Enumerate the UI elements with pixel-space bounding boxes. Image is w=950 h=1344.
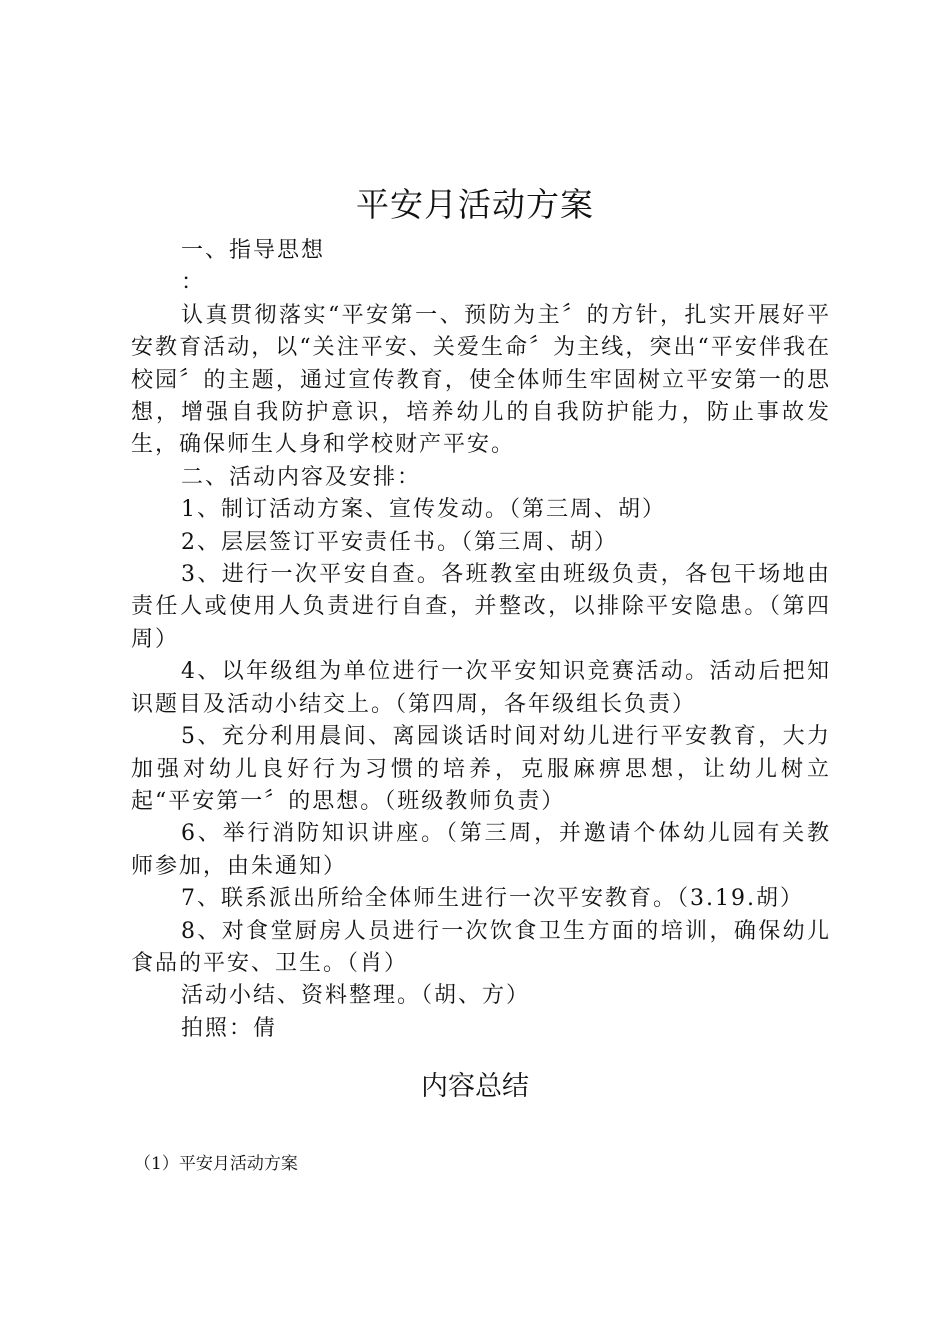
section-heading-guiding-thought: 一、指导思想 [181,238,326,263]
list-item: 8、对食堂厨房人员进行一次饮食卫生方面的培训，确保幼儿食品的平安、卫生。（肖） [131,918,831,976]
list-item: 3、进行一次平安自查。各班教室由班级负责，各包干场地由责任人或使用人负责进行自查，并整改，以排除平安隐患。（第四周） [131,562,831,652]
list-item: 4、以年级组为单位进行一次平安知识竞赛活动。活动后把知识题目及活动小结交上。（第四周，各年级组长负责） [131,659,831,717]
section-heading-activities: 二、活动内容及安排： [181,464,422,490]
summary-heading: 内容总结 [421,1071,529,1102]
summary-item: （1）平安月活动方案 [134,1154,298,1174]
list-item: 6、举行消防知识讲座。（第三周，并邀请个体幼儿园有关教师参加，由朱通知） [131,821,831,879]
document-title: 平安月活动方案 [356,185,594,224]
list-item-summary: 活动小结、资料整理。（胡、方） [181,983,531,1009]
list-item: 2、层层签订平安责任书。（第三周、胡） [181,529,618,555]
document-body [131,235,831,1045]
list-item: 7、联系派出所给全体师生进行一次平安教育。（3.19.胡） [181,886,804,912]
list-item-photo: 拍照：倩 [181,1015,278,1041]
list-item: 5、充分利用晨间、离园谈话时间对幼儿进行平安教育，大力加强对幼儿良好行为习惯的培养，克服麻痹思想，让幼儿树立起“平安第一〞的思想。（班级教师负责） [131,724,831,814]
paragraph-guiding-thought: 认真贯彻落实“平安第一、预防为主〞的方针，扎实开展好平安教育活动，以“关注平安、关爱生命〞为主线，突出“平安伴我在校园〞的主题，通过宣传教育，使全体师生牢固树立平安第一的思想，增强自我防护意识，培养幼儿的自我防护能力，防止事故发生，确保师生人身和学校财产平安。 [131,302,831,458]
list-item: 1、制订活动方案、宣传发动。（第三周、胡） [181,497,666,523]
colon-line: ： [181,270,206,296]
